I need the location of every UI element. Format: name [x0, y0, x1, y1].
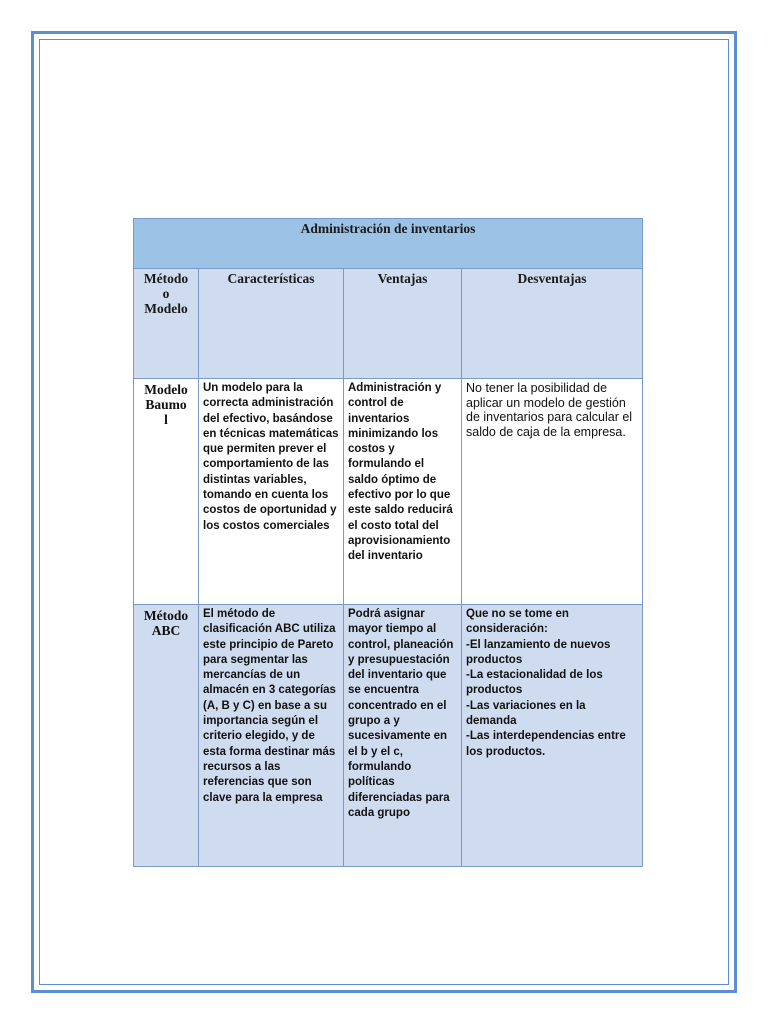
row-disadvantages: Que no se tome en consideración: -El lanzamiento de nuevos productos -La estacionalidad de los productos -Las variaciones en la demanda -Las interdependencias entre los productos.: [462, 605, 643, 867]
row-advantages: Administración y control de inventarios minimizando los costos y formulando el saldo óptimo de efectivo por lo que este saldo reducirá el costo total del aprovisionamiento del inventario: [344, 379, 462, 605]
header-advantages: Ventajas: [344, 269, 462, 379]
table-row: [134, 379, 643, 605]
row-method: Modelo Baumo l: [134, 379, 199, 605]
table-title-row: [134, 219, 643, 269]
header-characteristics: Características: [199, 269, 344, 379]
row-disadvantages: No tener la posibilidad de aplicar un modelo de gestión de inventarios para calcular el saldo de caja de la empresa.: [462, 379, 643, 605]
row-characteristics: Un modelo para la correcta administración del efectivo, basándose en técnicas matemáticas que permiten prever el comportamiento de las distintas variables, tomando en cuenta los costos de oportunidad y los costos comerciales: [199, 379, 344, 605]
table-header-row: [134, 269, 643, 379]
header-disadvantages: Desventajas: [462, 269, 643, 379]
inventory-table: [133, 218, 643, 867]
table-row: [134, 605, 643, 867]
row-characteristics: El método de clasificación ABC utiliza este principio de Pareto para segmentar las mercancías de un almacén en 3 categorías (A, B y C) en base a su importancia según el criterio elegido, y de esta forma destinar más recursos a las referencias que son clave para la empresa: [199, 605, 344, 867]
row-method: Método ABC: [134, 605, 199, 867]
row-advantages: Podrá asignar mayor tiempo al control, planeación y presupuestación del inventario que se encuentra concentrado en el grupo a y sucesivamente en el b y el c, formulando políticas diferenciadas para cada grupo: [344, 605, 462, 867]
table-title: Administración de inventarios: [134, 219, 643, 269]
header-method: Método o Modelo: [134, 269, 199, 379]
